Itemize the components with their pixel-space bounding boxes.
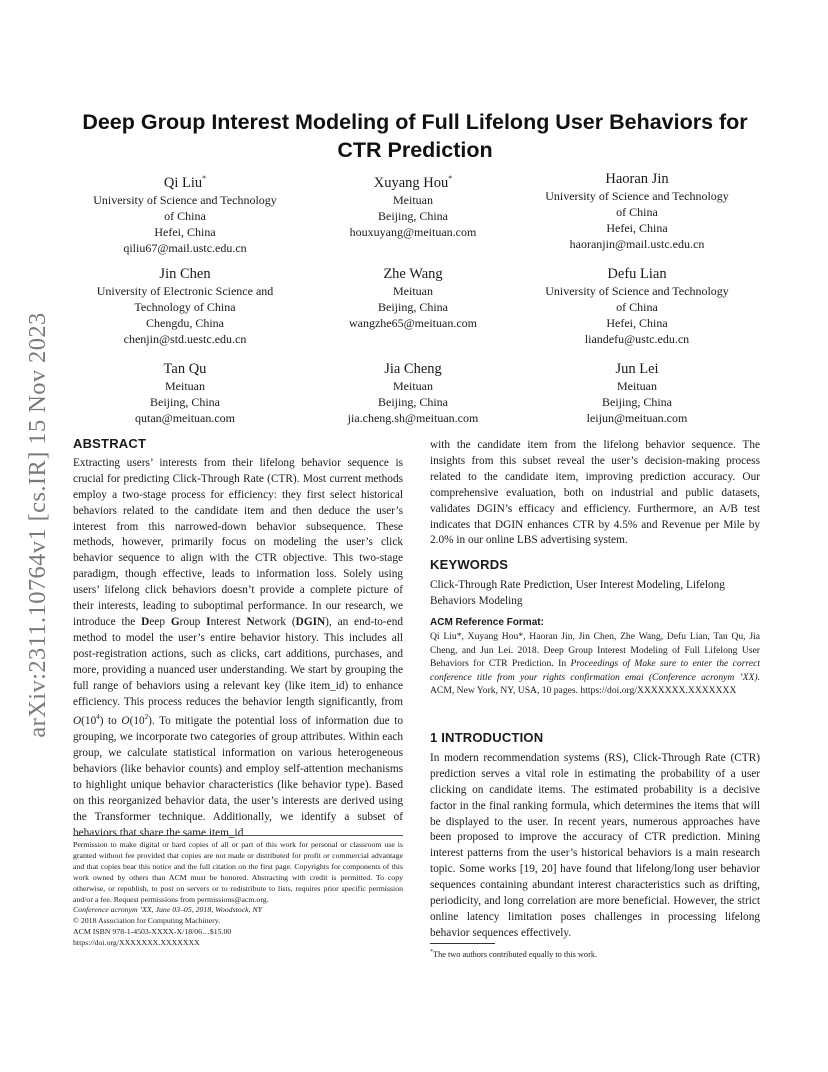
- author-affiliation: Meituan: [165, 379, 205, 393]
- abstract-continued: [430, 438, 760, 549]
- author-name: Jin Chen: [159, 266, 211, 282]
- author-affiliation: Hefei, China: [606, 316, 668, 330]
- author-affiliation: Hefei, China: [154, 224, 216, 239]
- footnote: *The two authors contributed equally to this work.: [430, 949, 598, 959]
- author-email: qutan@meituan.com: [134, 411, 236, 425]
- author-name: Zhe Wang: [383, 266, 443, 282]
- author-name: Xuyang Hou*: [373, 174, 453, 191]
- author-email: liandefu@ustc.edu.cn: [584, 332, 690, 346]
- author-name: Jun Lei: [615, 361, 659, 377]
- author-card: [298, 265, 528, 331]
- author-name: Haoran Jin: [605, 171, 669, 187]
- author-affiliation: Meituan: [617, 379, 657, 393]
- paper-title: Deep Group Interest Modeling of Full Lifelong User Behaviors for CTR Prediction: [82, 110, 748, 162]
- permission-text: Permission to make digital or hard copies of all or part of this work for personal or classroom use is granted without fee provided that copies are not made or distributed for profit or commercial advantage and that copies bear this notice and the full citation on the first page. Copyrights for components of this work owned by others than ACM must be honored. Abstracting with credit is permitted. To copy otherwise, or republish, to post on servers or to redistribute to lists, requires prior specific permission and/or a fee. Request permissions from permissions@acm.org.: [73, 840, 403, 904]
- keywords-heading: KEYWORDS: [430, 557, 509, 572]
- acm-reference-section: [430, 616, 760, 697]
- abstract-section: [73, 436, 403, 841]
- footnote-rule: [430, 943, 495, 944]
- introduction-text: In modern recommendation systems (RS), Click-Through Rate (CTR) prediction serves a vital role in estimating the probability of a user clicking on candidate items. The estimated probability is a decisive factor in the final ranking formula, which determines the items that will be displayed to the user. In recent years, numerous approaches have been proposed to improve the accuracy of CTR prediction. Mining interest patterns from the user’s historical behaviors is a main research topic. Some works [19, 20] have found that lifelong/long user behavior sequences containing abundant interest characteristics such as drifting, periodicity, and long correlation are more beneficial. However, the strict online latency limitation poses challenges in processing lifelong behavior sequences effectively.: [430, 751, 760, 939]
- author-email: jia.cheng.sh@meituan.com: [347, 411, 479, 425]
- author-card: [70, 170, 300, 256]
- author-name: Qi Liu*: [163, 174, 207, 191]
- author-card: [70, 265, 300, 347]
- author-affiliation: Beijing, China: [378, 208, 448, 223]
- author-affiliation: of China: [616, 205, 658, 219]
- conference-line: Conference acronym ’XX, June 03–05, 2018, Woodstock, NY: [73, 905, 263, 915]
- introduction-section: [430, 730, 760, 942]
- abstract-heading: ABSTRACT: [73, 436, 147, 451]
- author-card: [522, 265, 752, 347]
- author-card: [70, 360, 300, 426]
- author-card: [298, 360, 528, 426]
- abstract-continued-text: with the candidate item from the lifelong behavior sequence. The insights from this subset reveal the user’s decision-making process related to the candidate item, improving prediction accuracy. Our comprehensive evaluation, both on industrial and public datasets, validates DGIN’s efficacy and efficiency. Furthermore, an A/B test indicates that DGIN enhances CTR by 4.5% and Revenue per Mile by 2.0% in our online LBS advertising system.: [430, 439, 760, 547]
- author-affiliation: Meituan: [393, 192, 433, 207]
- introduction-heading: 1 INTRODUCTION: [430, 730, 544, 745]
- keywords-text: Click-Through Rate Prediction, User Interest Modeling, Lifelong Behaviors Modeling: [430, 578, 725, 607]
- author-email: leijun@meituan.com: [586, 411, 688, 425]
- acm-reference-heading: ACM Reference Format:: [430, 617, 544, 628]
- keywords-section: [430, 557, 760, 610]
- author-affiliation: Meituan: [393, 284, 433, 298]
- doi-line: https://doi.org/XXXXXXX.XXXXXXX: [73, 938, 200, 948]
- author-affiliation: Chengdu, China: [146, 316, 224, 330]
- author-affiliation: Hefei, China: [606, 221, 668, 235]
- author-affiliation: Technology of China: [134, 300, 236, 314]
- author-email: wangzhe65@meituan.com: [348, 316, 477, 330]
- abstract-text: Extracting users’ interests from their lifelong behavior sequence is crucial for predicting Click-Through Rate (CTR). Most current methods employ a two-stage process for efficiency: they first select historical behaviors related to the candidate item and then deduce the user’s interest from this narrowed-down behavior subsequence. These methods, however, primarily focus on modeling the user’s click behavior sequence to align with the CTR objective. This two-stage paradigm, though effective, leads to information loss. Solely using users’ lifelong click behaviors doesn’t provide a complete picture of their interests, leading to suboptimal performance. In our research, we introduce the Deep Group Interest Network (DGIN), an end-to-end method to model the user’s entire behavior history. This includes all post-registration actions, such as clicks, cart additions, purchases, and more, providing a nuanced user understanding. We start by grouping the full range of behaviors using a relevant key (like item_id) to enhance efficiency. This process reduces the behavior length significantly, from $O(10^4)$ to $O(10^2)$. To mitigate the potential loss of information due to grouping, we incorporate two categories of group attributes. Within each group, we calculate statistical information on various heterogeneous behaviors (like behavior counts) and employ self-attention mechanisms to highlight unique behavior characteristics (like behavior type). Based on this reorganized behavior data, the user’s interests are derived using the Transformer technique. Additionally, we identify a subset of behaviors that share the same item_id: [73, 456, 404, 839]
- permission-block: [73, 840, 403, 949]
- author-affiliation: Beijing, China: [378, 395, 448, 409]
- author-email: qiliu67@mail.ustc.edu.cn: [123, 240, 247, 255]
- author-affiliation: Beijing, China: [150, 395, 220, 409]
- author-affiliation: Beijing, China: [602, 395, 672, 409]
- author-card: [522, 360, 752, 426]
- author-name: Defu Lian: [607, 266, 667, 282]
- acm-reference-text: Qi Liu*, Xuyang Hou*, Haoran Jin, Jin Chen, Zhe Wang, Defu Lian, Tan Qu, Jia Cheng, and Jun Lei. 2018. Deep Group Interest Modeling of Full Lifelong User Behaviors for CTR Prediction. In Proceedings of Make sure to enter the correct conference title from your rights confirmation emai (Conference acronym ’XX). ACM, New York, NY, USA, 10 pages. https://doi.org/XXXXXXX.XXXXXXX: [430, 631, 760, 697]
- author-affiliation: University of Science and Technology: [545, 189, 729, 203]
- author-email: haoranjin@mail.ustc.edu.cn: [569, 237, 705, 251]
- copyright-line: © 2018 Association for Computing Machinery.: [73, 916, 221, 926]
- arxiv-stamp-text: arXiv:2311.10764v1 [cs.IR] 15 Nov 2023: [24, 312, 51, 738]
- author-email: chenjin@std.uestc.edu.cn: [123, 332, 247, 346]
- author-affiliation: of China: [164, 208, 206, 223]
- author-affiliation: University of Electronic Science and: [96, 284, 274, 298]
- author-email: houxuyang@meituan.com: [349, 224, 477, 239]
- permission-rule: [73, 835, 403, 836]
- author-card: [522, 170, 752, 252]
- author-name: Tan Qu: [163, 361, 207, 377]
- author-card: [298, 170, 528, 240]
- author-affiliation: of China: [616, 300, 658, 314]
- author-affiliation: University of Science and Technology: [93, 192, 277, 207]
- author-affiliation: Beijing, China: [378, 300, 448, 314]
- arxiv-stamp: [18, 290, 58, 760]
- isbn-line: ACM ISBN 978-1-4503-XXXX-X/18/06…$15.00: [73, 927, 232, 937]
- author-affiliation: Meituan: [393, 379, 433, 393]
- author-affiliation: University of Science and Technology: [545, 284, 729, 298]
- author-name: Jia Cheng: [384, 361, 442, 377]
